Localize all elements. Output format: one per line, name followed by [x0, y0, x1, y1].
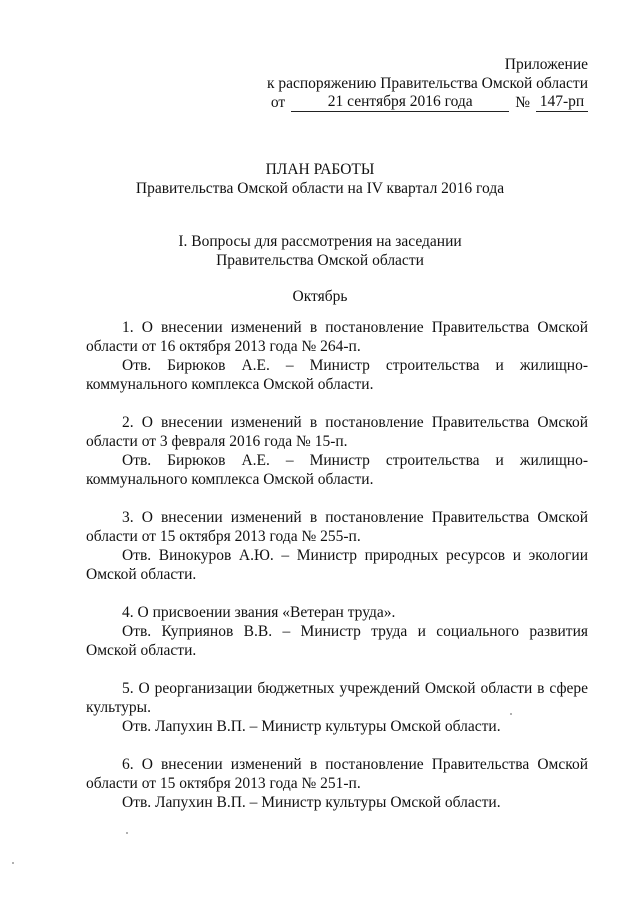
- plan-item-responsible: Отв. Лапухин В.П. – Министр культуры Омской области.: [122, 794, 501, 811]
- scan-speck: [510, 713, 512, 715]
- section-heading-line1: I. Вопросы для рассмотрения на заседании: [178, 233, 462, 250]
- plan-item-text: 6. О внесении изменений в постановление Правительства Омской области от 15 октября 2013 года № 251-п.: [86, 756, 588, 792]
- appendix-label: Приложение: [504, 56, 588, 73]
- plan-item-text: 4. О присвоении звания «Ветеран труда».: [122, 604, 396, 621]
- plan-item: [86, 679, 588, 736]
- order-date: 21 сентября 2016 года: [291, 93, 509, 112]
- from-label: от: [270, 94, 286, 111]
- plan-item-responsible: Отв. Лапухин В.П. – Министр культуры Омской области.: [122, 718, 501, 735]
- month-heading: Октябрь: [292, 288, 348, 305]
- order-reference: к распоряжению Правительства Омской области: [266, 75, 588, 92]
- date-number-line: [258, 93, 588, 112]
- order-number: 147-рп: [536, 93, 588, 112]
- plan-item: [86, 508, 588, 584]
- plan-items-list: [86, 318, 588, 831]
- appendix-header: [258, 55, 588, 112]
- plan-item-responsible: Отв. Винокуров А.Ю. – Министр природных ресурсов и экологии Омской области.: [86, 547, 588, 583]
- plan-item-responsible: Отв. Бирюков А.Е. – Министр строительства и жилищно-коммунального комплекса Омской области.: [86, 357, 588, 393]
- plan-item-text: 1. О внесении изменений в постановление Правительства Омской области от 16 октября 2013 года № 264-п.: [86, 319, 588, 355]
- plan-item: [86, 413, 588, 489]
- plan-item-responsible: Отв. Бирюков А.Е. – Министр строительства и жилищно-коммунального комплекса Омской области.: [86, 452, 588, 488]
- plan-item: [86, 318, 588, 394]
- document-subtitle: Правительства Омской области на IV квартал 2016 года: [135, 180, 505, 197]
- plan-item-text: 5. О реорганизации бюджетных учреждений Омской области в сфере культуры.: [86, 680, 588, 716]
- plan-item-responsible: Отв. Куприянов В.В. – Министр труда и социального развития Омской области.: [86, 623, 588, 659]
- plan-item: [86, 603, 588, 660]
- plan-item: [86, 755, 588, 812]
- scan-speck: [12, 862, 14, 864]
- plan-item-text: 3. О внесении изменений в постановление Правительства Омской области от 15 октября 2013 года № 255-п.: [86, 509, 588, 545]
- number-label: №: [515, 94, 530, 111]
- scan-speck: [126, 832, 128, 834]
- section-heading-line2: Правительства Омской области: [216, 252, 424, 269]
- plan-item-text: 2. О внесении изменений в постановление Правительства Омской области от 3 февраля 2016 года № 15-п.: [86, 414, 588, 450]
- document-title: ПЛАН РАБОТЫ: [265, 161, 375, 178]
